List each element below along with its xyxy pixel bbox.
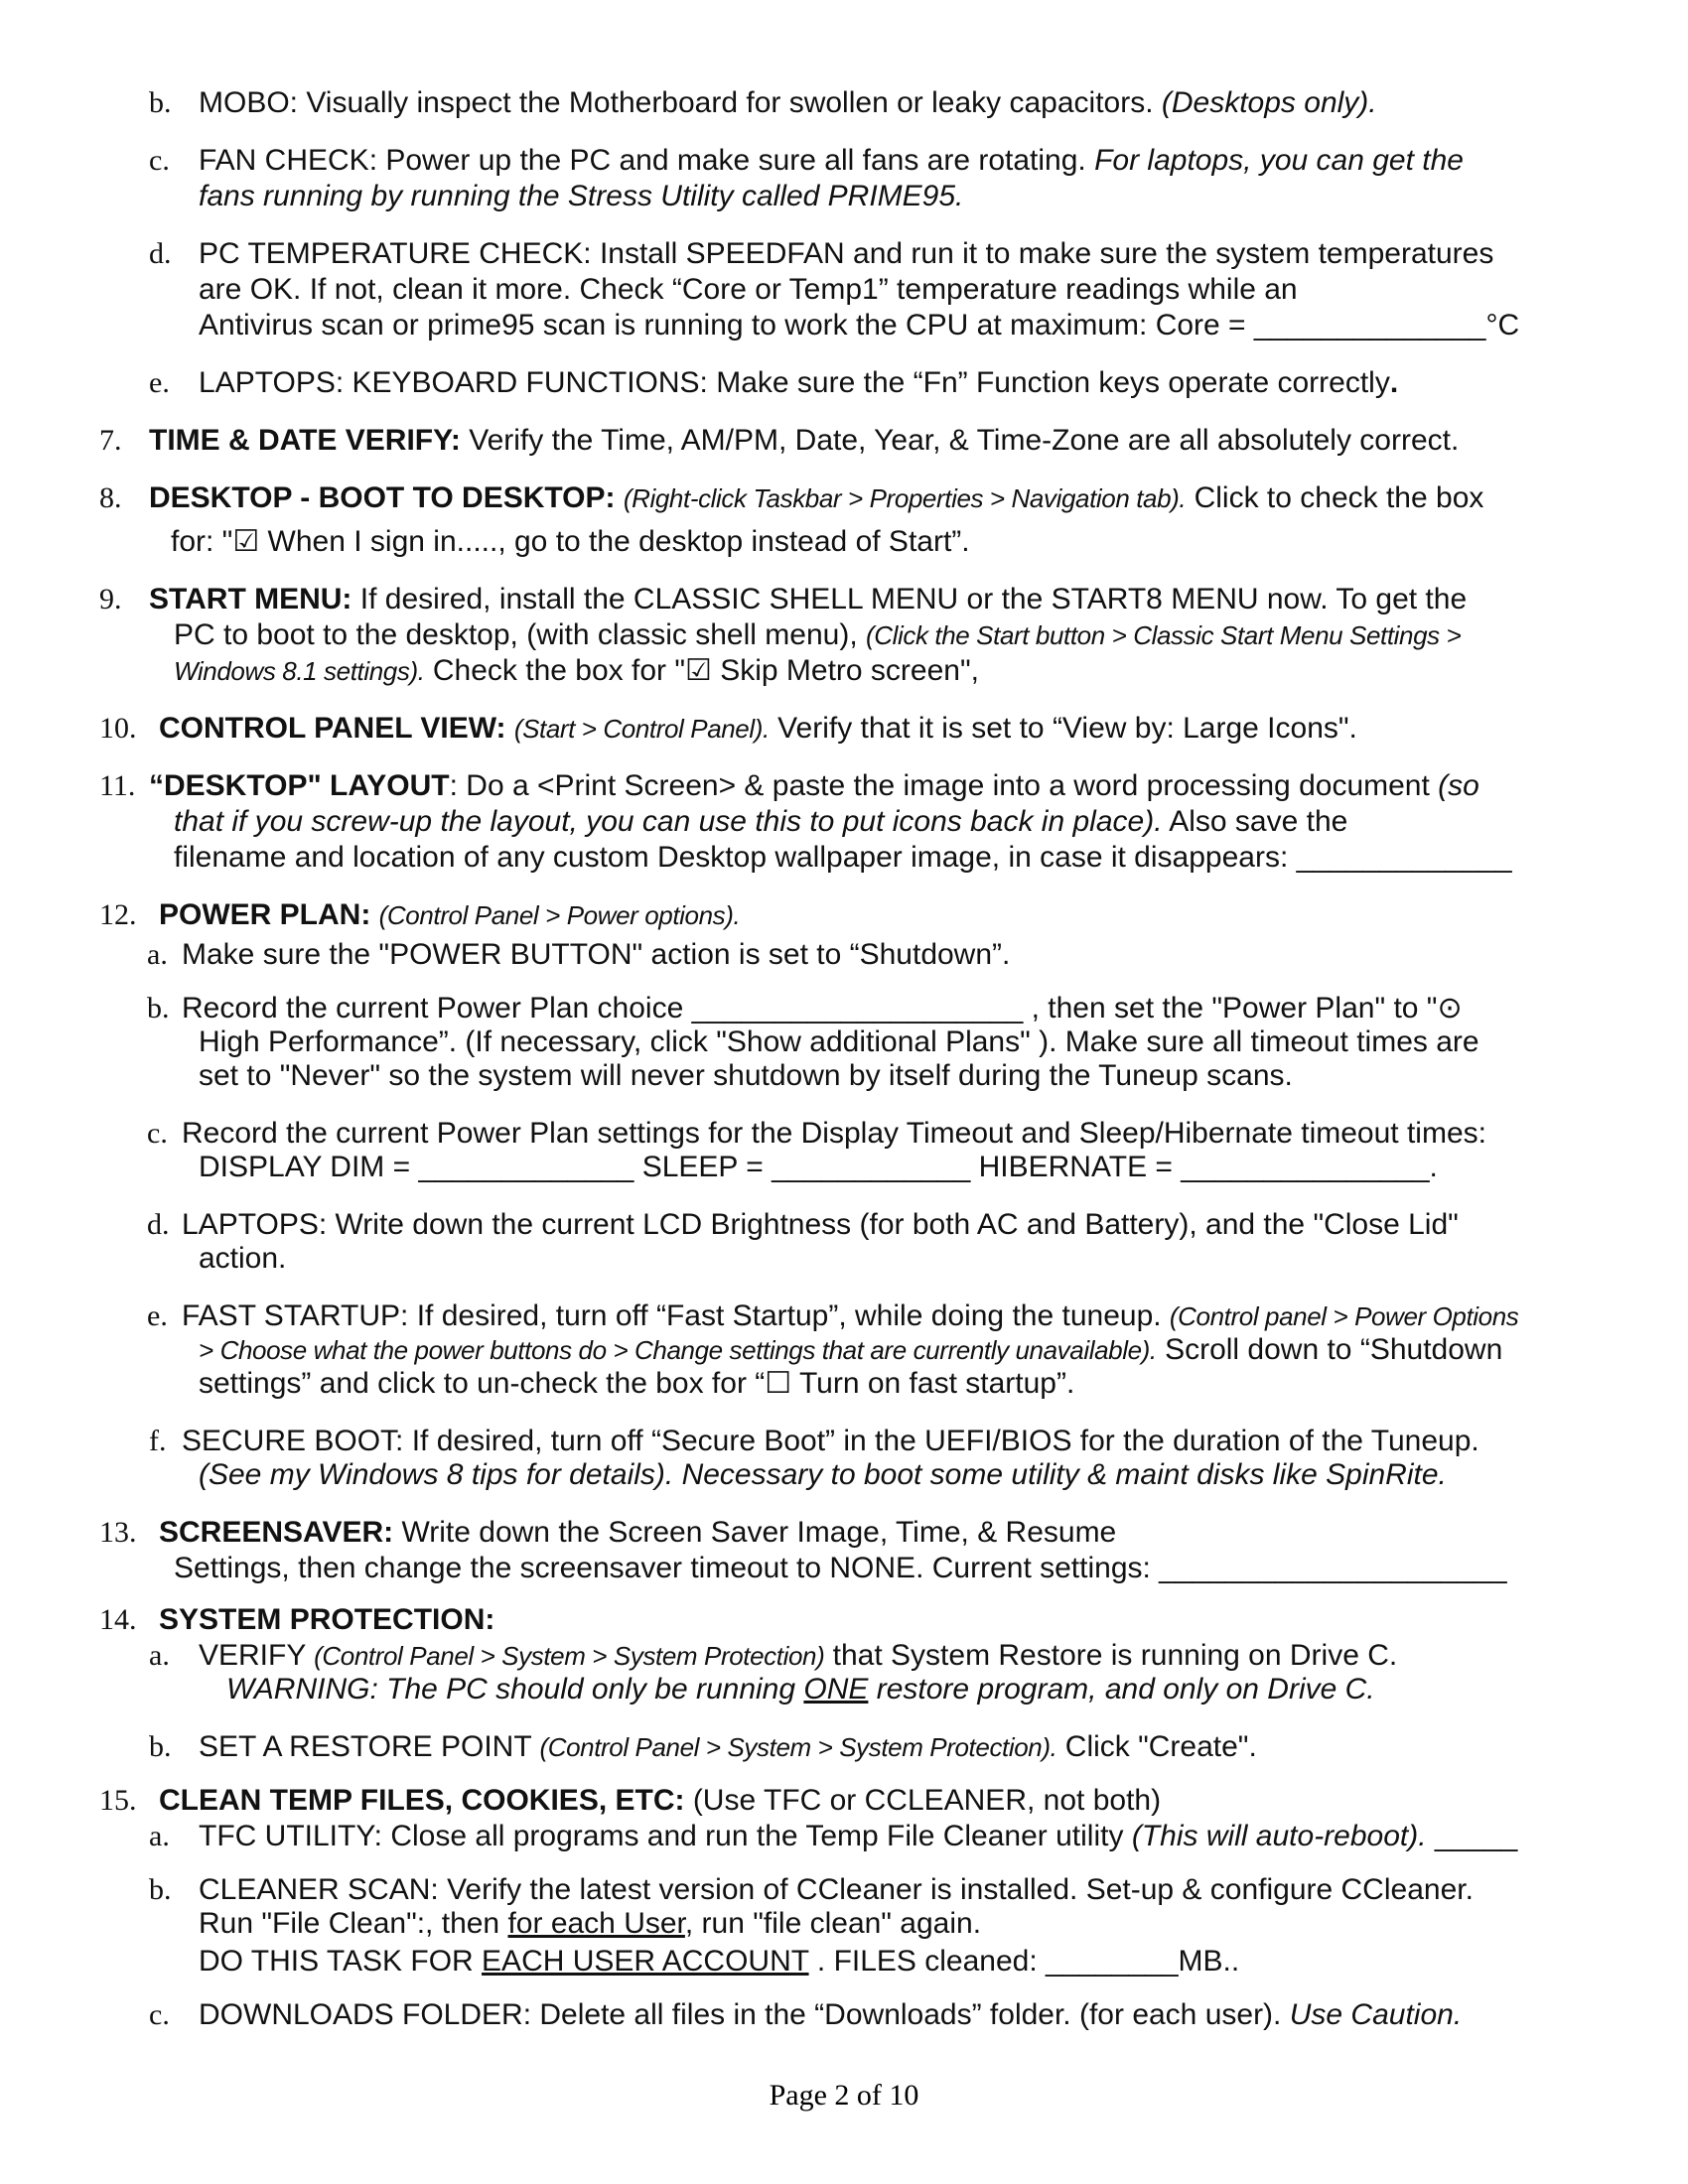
list-marker: c.	[147, 1117, 168, 1150]
text-run: (Control Panel > Power options).	[378, 900, 741, 930]
text-line	[159, 1515, 1116, 1551]
list-marker: c.	[149, 1998, 170, 2031]
list-marker: 13.	[99, 1516, 137, 1549]
text-run: DISPLAY DIM = _____________ SLEEP = ____________ HIBERNATE = _______________.	[199, 1151, 1438, 1183]
text-line	[182, 991, 1463, 1026]
text-line	[182, 1116, 1486, 1152]
text-line	[199, 1638, 1397, 1674]
text-run: LAPTOPS: Write down the current LCD Brightness (for both AC and Battery), and the "Close Lid"	[182, 1208, 1459, 1241]
text-line	[159, 1602, 494, 1638]
text-run: _____	[1426, 1820, 1518, 1852]
text-line	[199, 85, 1377, 121]
text-run: “DESKTOP" LAYOUT	[149, 769, 450, 802]
text-line	[149, 582, 1467, 617]
text-line	[199, 236, 1493, 272]
text-run: Click "Create".	[1056, 1730, 1257, 1763]
text-run: (Desktops only).	[1161, 86, 1377, 119]
text-run: for: "☑ When I sign in....., go to the desktop instead of Start”.	[171, 525, 970, 558]
text-line	[199, 365, 1398, 401]
text-run: (This will auto-reboot).	[1131, 1820, 1427, 1852]
text-line	[149, 423, 1459, 459]
text-run: LAPTOPS: KEYBOARD FUNCTIONS: Make sure the “Fn” Function keys operate correctly	[199, 366, 1390, 399]
text-line	[174, 804, 1347, 840]
text-run: Record the current Power Plan settings for the Display Timeout and Sleep/Hibernate timeout times:	[182, 1117, 1486, 1150]
text-run: CLEANER SCAN: Verify the latest version of CCleaner is installed. Set-up & configure CCleaner.	[199, 1873, 1474, 1906]
text-run: START MENU:	[149, 583, 352, 615]
list-marker: 12.	[99, 898, 137, 931]
list-marker: b.	[149, 86, 172, 119]
text-line	[159, 897, 740, 933]
text-run: (Control panel > Power Options	[1169, 1301, 1519, 1331]
list-marker: 15.	[99, 1784, 137, 1817]
text-run: EACH USER ACCOUNT	[482, 1945, 809, 1978]
text-run: SYSTEM PROTECTION:	[159, 1603, 495, 1636]
text-run: DOWNLOADS FOLDER: Delete all files in the “Downloads” folder. (for each user).	[199, 1998, 1290, 2031]
text-run: Settings, then change the screensaver timeout to NONE. Current settings: _____________________	[174, 1552, 1507, 1584]
list-marker: 10.	[99, 712, 137, 745]
text-run: filename and location of any custom Desktop wallpaper image, in case it disappears: _____________	[174, 841, 1512, 874]
text-run	[505, 712, 513, 745]
text-line	[171, 524, 970, 560]
text-run: that System Restore is running on Drive C.	[824, 1639, 1398, 1672]
text-line	[199, 1024, 1479, 1060]
text-line	[199, 272, 1298, 308]
text-run: (so	[1438, 769, 1479, 802]
text-run: (Click the Start button > Classic Start Menu Settings >	[866, 620, 1462, 650]
text-line	[182, 1207, 1459, 1243]
text-line	[226, 1672, 1375, 1707]
text-run: action.	[199, 1242, 287, 1275]
text-run: CLEAN TEMP FILES, COOKIES, ETC:	[159, 1784, 685, 1817]
list-marker: a.	[149, 1820, 170, 1852]
text-line	[199, 1241, 286, 1277]
list-marker: a.	[147, 938, 168, 971]
text-run: Use Caution.	[1289, 1998, 1463, 2031]
text-run: Verify the Time, AM/PM, Date, Year, & Time-Zone are all absolutely correct.	[460, 424, 1460, 457]
text-line	[159, 1783, 1161, 1819]
text-line	[199, 1729, 1257, 1765]
list-marker: b.	[149, 1730, 172, 1763]
text-line	[182, 1298, 1518, 1334]
list-marker: f.	[149, 1425, 167, 1457]
text-run: Click to check the box	[1186, 481, 1484, 514]
text-run: set to "Never" so the system will never shutdown by itself during the Tuneup scans.	[199, 1059, 1293, 1092]
text-run: restore program, and only on Drive C.	[868, 1673, 1375, 1706]
text-run: for each User	[507, 1907, 685, 1940]
text-run: (Control Panel > System > System Protection).	[539, 1732, 1057, 1762]
text-line	[159, 711, 1357, 747]
text-run: Check the box for "☑ Skip Metro screen",	[424, 654, 979, 687]
list-marker: e.	[147, 1299, 168, 1332]
text-run: Antivirus scan or prime95 scan is running to work the CPU at maximum: Core = ______________°C	[199, 309, 1520, 341]
text-run: SET A RESTORE POINT	[199, 1730, 540, 1763]
text-run: Also save the	[1162, 805, 1348, 838]
text-run: For laptops, you can get the	[1094, 144, 1464, 177]
text-run: DESKTOP - BOOT TO DESKTOP:	[149, 481, 616, 514]
text-line	[199, 1457, 1447, 1493]
text-line	[182, 937, 1010, 973]
text-run: Windows 8.1 settings).	[174, 656, 425, 686]
list-marker: b.	[147, 992, 170, 1024]
text-run: Make sure the "POWER BUTTON" action is set to “Shutdown”.	[182, 938, 1011, 971]
list-marker: 9.	[99, 583, 122, 615]
text-line	[199, 1872, 1474, 1908]
text-run: VERIFY	[199, 1639, 315, 1672]
text-run: are OK. If not, clean it more. Check “Core or Temp1” temperature readings while an	[199, 273, 1298, 306]
text-run: High Performance”. (If necessary, click "Show additional Plans" ). Make sure all timeout times are	[199, 1025, 1479, 1058]
text-line	[149, 768, 1479, 804]
text-run: POWER PLAN:	[159, 898, 371, 931]
text-run: fans running by running the Stress Utility called PRIME95.	[199, 180, 964, 212]
page-footer: Page 2 of 10	[769, 2079, 919, 2112]
text-run	[616, 481, 624, 514]
list-marker: a.	[149, 1639, 170, 1672]
text-run: SCREENSAVER:	[159, 1516, 394, 1549]
text-line	[199, 143, 1464, 179]
text-run: , run "file clean" again.	[684, 1907, 982, 1940]
text-line	[149, 480, 1483, 516]
text-run	[370, 898, 378, 931]
text-line	[174, 840, 1512, 876]
text-run: Scroll down to “Shutdown	[1156, 1333, 1503, 1366]
text-run: DO THIS TASK FOR	[199, 1945, 483, 1978]
text-run: FAN CHECK: Power up the PC and make sure all fans are rotating.	[199, 144, 1095, 177]
text-run: FAST STARTUP: If desired, turn off “Fast Startup”, while doing the tuneup.	[182, 1299, 1170, 1332]
text-line	[199, 179, 963, 214]
list-marker: e.	[149, 366, 170, 399]
text-run: (Start > Control Panel).	[513, 714, 770, 744]
text-run: (Right-click Taskbar > Properties > Navigation tab).	[623, 483, 1187, 513]
list-marker: d.	[149, 237, 172, 270]
text-line	[199, 1366, 1074, 1402]
list-marker: 11.	[99, 769, 136, 802]
text-run: Run "File Clean":, then	[199, 1907, 508, 1940]
text-line	[199, 1944, 1239, 1979]
text-line	[199, 1150, 1438, 1185]
text-run: ONE	[803, 1673, 869, 1706]
text-run: .	[1389, 366, 1399, 399]
text-line	[199, 1906, 981, 1942]
list-marker: 7.	[99, 424, 122, 457]
text-run: settings” and click to un-check the box for “☐ Turn on fast startup”.	[199, 1367, 1075, 1400]
list-marker: c.	[149, 144, 170, 177]
text-run: Verify that it is set to “View by: Large Icons".	[769, 712, 1357, 745]
list-marker: 14.	[99, 1603, 137, 1636]
text-run: SECURE BOOT: If desired, turn off “Secure Boot” in the UEFI/BIOS for the duration of the Tuneup.	[182, 1425, 1479, 1457]
list-marker: b.	[149, 1873, 172, 1906]
text-run: : Do a <Print Screen> & paste the image into a word processing document	[449, 769, 1439, 802]
text-line	[199, 308, 1519, 343]
text-line	[199, 1332, 1502, 1368]
text-run: PC to boot to the desktop, (with classic shell menu),	[174, 618, 866, 651]
text-line	[174, 1551, 1507, 1586]
text-run: Record the current Power Plan choice ____________________ , then set the "Power Plan" to "⊙	[182, 992, 1463, 1024]
text-line	[174, 617, 1461, 653]
text-run: (Control Panel > System > System Protection)	[314, 1641, 825, 1671]
text-run: Write down the Screen Saver Image, Time, & Resume	[393, 1516, 1117, 1549]
text-line	[199, 1997, 1462, 2033]
text-line	[199, 1819, 1517, 1854]
text-run: CONTROL PANEL VIEW:	[159, 712, 506, 745]
text-run: > Choose what the power buttons do > Change settings that are currently unavailable).	[199, 1335, 1157, 1365]
list-marker: 8.	[99, 481, 122, 514]
list-marker: d.	[147, 1208, 170, 1241]
text-run: TIME & DATE VERIFY:	[149, 424, 461, 457]
text-line	[174, 653, 979, 689]
text-run: . FILES cleaned: ________MB..	[808, 1945, 1240, 1978]
text-run: TFC UTILITY: Close all programs and run the Temp File Cleaner utility	[199, 1820, 1132, 1852]
text-run: (See my Windows 8 tips for details). Necessary to boot some utility & maint disks like SpinRite.	[199, 1458, 1447, 1491]
text-line	[199, 1058, 1293, 1094]
text-run: (Use TFC or CCLEANER, not both)	[684, 1784, 1162, 1817]
text-run: If desired, install the CLASSIC SHELL MENU or the START8 MENU now. To get the	[352, 583, 1468, 615]
text-run: MOBO: Visually inspect the Motherboard for swollen or leaky capacitors.	[199, 86, 1162, 119]
text-run: that if you screw-up the layout, you can use this to put icons back in place).	[174, 805, 1163, 838]
text-line	[182, 1424, 1479, 1459]
text-run: WARNING: The PC should only be running	[226, 1673, 804, 1706]
text-run: PC TEMPERATURE CHECK: Install SPEEDFAN and run it to make sure the system temperatures	[199, 237, 1494, 270]
